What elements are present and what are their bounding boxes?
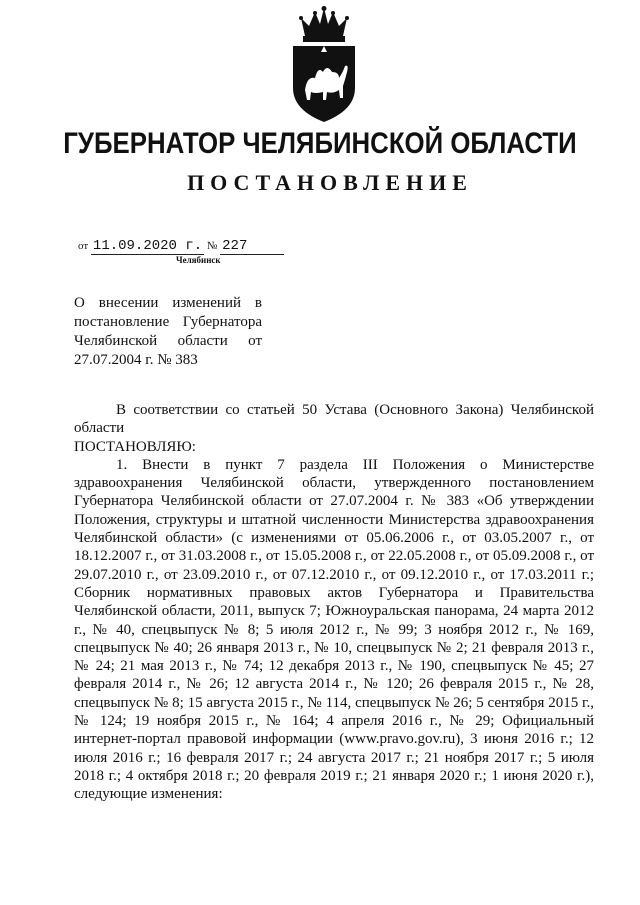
document-type: ПОСТАНОВЛЕНИЕ: [187, 170, 473, 195]
date-prefix: от: [78, 240, 89, 252]
document-date: 11.09.2020 г.: [92, 238, 203, 254]
issuer-title: ГУБЕРНАТОР ЧЕЛЯБИНСКОЙ ОБЛАСТИ: [63, 127, 577, 160]
item-1-paragraph: 1. Внести в пункт 7 раздела III Положения о Министерстве здравоохранения Челябинской области, утвержденного постановлением Губернатора Челябинской области от 27.07.2004 г. № 383 «Об утверждении Положения, структуры и штатной численности Министерства здравоохранения Челябинской области» (с изменениями от 05.06.2006 г., от 03.05.2007 г., от 18.12.2007 г., от 31.03.2008 г., от 15.05.2008 г., от 22.05.2008 г., от 05.09.2008 г., от 29.07.2010 г., от 23.09.2010 г., от 07.12.2010 г., от 09.12.2010 г., от 17.03.2011 г.; Сборник нормативных правовых актов Губернатора и Правительства Челябинской области, 2011, выпуск 7; Южноуральская панорама, 24 марта 2012 г., № 40, спецвыпуск № 8; 5 июля 2012 г., № 99; 3 ноября 2012 г., № 169, спецвыпуск № 40; 26 января 2013 г., № 10, спецвыпуск № 2; 21 февраля 2013 г., № 24; 21 мая 2013 г., № 74; 12 декабря 2013 г., № 190, спецвыпуск № 45; 27 февраля 2014 г., № 26; 12 августа 2014 г., № 120; 26 февраля 2015 г., № 28, спецвыпуск № 8; 15 августа 2015 г., № 114, спецвыпуск № 26; 5 сентября 2015 г., № 124; 19 ноября 2015 г., № 164; 4 апреля 2016 г., № 29; Официальный интернет-портал правовой информации (www.pravo.gov.ru), 3 июня 2016 г.; 12 июля 2016 г.; 16 февраля 2017 г.; 24 августа 2017 г.; 21 ноября 2017 г.; 5 июля 2018 г.; 4 октября 2018 г.; 20 февраля 2019 г.; 21 января 2020 г.; 1 июня 2020 г.), следующие изменения:: [74, 456, 594, 803]
coat-of-arms-icon: [287, 6, 361, 124]
decree-word: ПОСТАНОВЛЯЮ:: [74, 438, 196, 455]
number-prefix: №: [206, 240, 218, 252]
intro-paragraph: В соответствии со статьей 50 Устава (Основного Закона) Челябинской области: [74, 402, 594, 437]
city-label: Челябинск: [176, 255, 221, 265]
document-number: 227: [220, 238, 284, 255]
document-body: [74, 401, 594, 804]
date-number-line: [78, 238, 284, 255]
document-subject: О внесении изменений в постановление Губернатора Челябинской области от 27.07.2004 г. № 383: [74, 295, 262, 368]
